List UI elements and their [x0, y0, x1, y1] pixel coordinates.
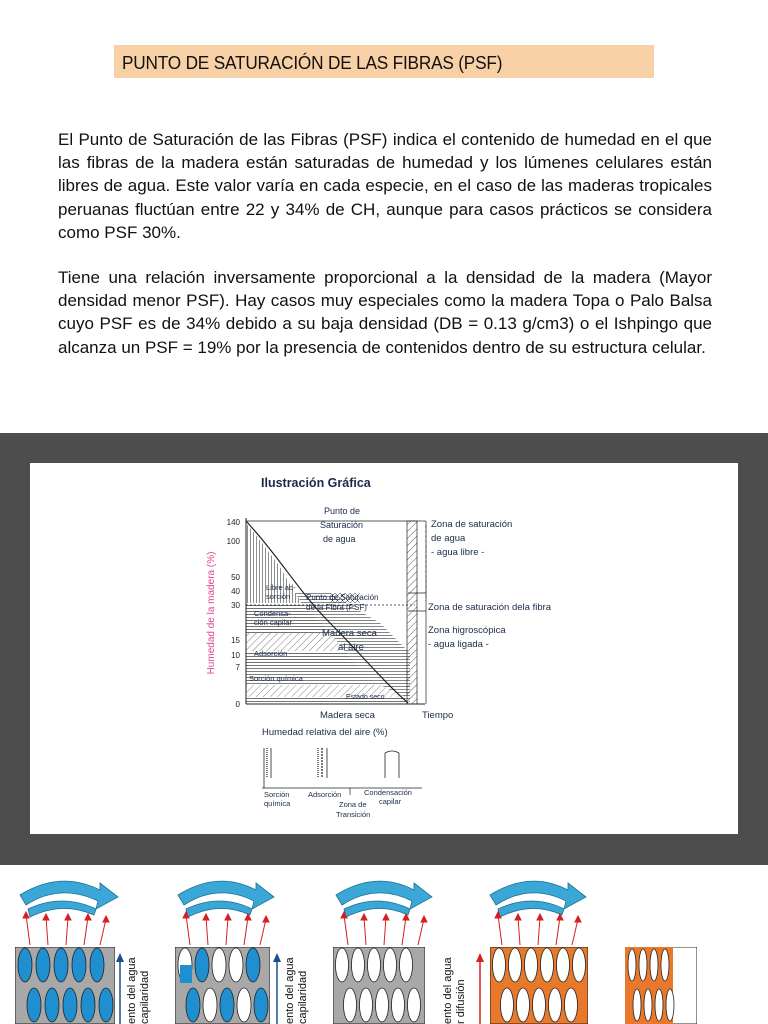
evaporation-arrows [23, 912, 581, 945]
hr-label-adsorcion: Adsorción [308, 790, 342, 799]
hr-label-sorcion: Sorción [264, 790, 290, 799]
y-ticks [227, 518, 241, 709]
figure-panel [30, 463, 738, 834]
annotation-psf: de la Fibra (PSF) [306, 603, 367, 612]
annotation-condensacion: ción capilar [254, 618, 292, 627]
zone-saturacion-agua: - agua libre - [431, 547, 485, 558]
humedad-relativa-title: Humedad relativa del aire (%) [262, 727, 388, 738]
y-tick: 100 [226, 537, 240, 546]
y-tick: 0 [235, 700, 240, 709]
y-tick: 50 [231, 573, 240, 582]
page-title: PUNTO DE SATURACIÓN DE LAS FIBRAS (PSF) [122, 52, 503, 73]
zone-higroscopica: - agua ligada - [428, 639, 489, 650]
vertical-label: ento del agua [442, 957, 454, 1024]
y-tick: 15 [231, 636, 240, 645]
vertical-label: capilaridad [297, 970, 309, 1024]
y-tick: 40 [231, 587, 240, 596]
paragraph-2: Tiene una relación inversamente proporcional a la densidad de la madera (Mayor densidad menor PSF). Hay casos muy especiales como la madera Topa o Palo Balsa cuyo PSF es de 34% debido a su baja densidad (DB = 0.13 g/cm3) o el Ishpingo que alcanza un PSF = 19% por la presencia de contenidos dentro de su estructura celular. [58, 268, 712, 357]
annotation-punto-saturacion: Punto de [324, 506, 361, 516]
annotation-sorcion-quimica: Sorción química [249, 674, 303, 683]
y-tick: 140 [226, 518, 240, 527]
zone-saturacion-agua: Zona de saturación [431, 519, 513, 530]
annotation-punto-saturacion: de agua [323, 534, 356, 544]
cell-illustration-strip [0, 865, 768, 1024]
hr-label-condensacion: capilar [379, 797, 402, 806]
annotation-estado-seco: Estado seco [346, 694, 385, 701]
y-tick: 30 [231, 601, 240, 610]
paragraph-1: El Punto de Saturación de las Fibras (PSF) indica el contenido de humedad en el que las fibras de la madera están saturadas de humedad y los lúmenes celulares están libres de agua. Este valor varía en cada especie, en el caso de las maderas tropicales peruanas fluctúan entre 22 y 34% de CH, aunque para casos prácticos se considera como PSF 30%. [58, 130, 712, 242]
y-axis-label: Humedad de la madera (%) [206, 551, 217, 675]
annotation-punto-saturacion: Saturación [320, 520, 364, 530]
annotation-libre-adsorcion: Libre ad- [266, 583, 296, 592]
title-bar [114, 45, 654, 78]
annotation-madera-seca-aire: al aire [338, 642, 364, 653]
y-tick: 7 [235, 663, 240, 672]
cell-panel-5 [625, 947, 697, 1024]
vertical-label: r difusión [455, 979, 467, 1024]
annotation-madera-seca-aire: Madera seca [322, 628, 377, 639]
hr-label-transicion: Transición [336, 810, 371, 819]
annotation-madera-seca: Madera seca [320, 710, 375, 721]
cell-panel-1 [15, 947, 115, 1024]
zone-saturacion-agua: de agua [431, 533, 466, 544]
hr-label-transicion: Zona de [339, 800, 367, 809]
cell-illustrations [0, 865, 768, 1024]
vertical-label: ento del agua [126, 957, 138, 1024]
vertical-label: ento del agua [284, 957, 296, 1024]
figure-title: Ilustración Gráfica [261, 476, 371, 490]
annotation-tiempo: Tiempo [422, 710, 454, 721]
cell-panel-3 [333, 947, 425, 1024]
psf-diagram [30, 463, 738, 834]
annotation-psf: Punto de Saturación [306, 593, 379, 602]
annotation-condensacion: Condensa- [254, 609, 291, 618]
hr-label-sorcion: química [264, 799, 291, 808]
y-tick: 10 [231, 651, 240, 660]
zone-labels [428, 519, 552, 650]
vertical-label: capilaridad [139, 970, 151, 1024]
airflow-arrows [20, 881, 586, 917]
zone-saturacion-fibra: Zona de saturación dela fibra [428, 602, 552, 613]
annotation-adsorcion: Adsorción [254, 649, 288, 658]
humedad-relativa-labels [264, 788, 412, 819]
zone-higroscopica: Zona higroscópica [428, 625, 506, 636]
cell-panel-2 [175, 947, 270, 1024]
annotation-libre-adsorcion: sorción [266, 592, 291, 601]
hr-label-condensacion: Condensación [364, 788, 412, 797]
cell-panel-4 [490, 947, 588, 1024]
